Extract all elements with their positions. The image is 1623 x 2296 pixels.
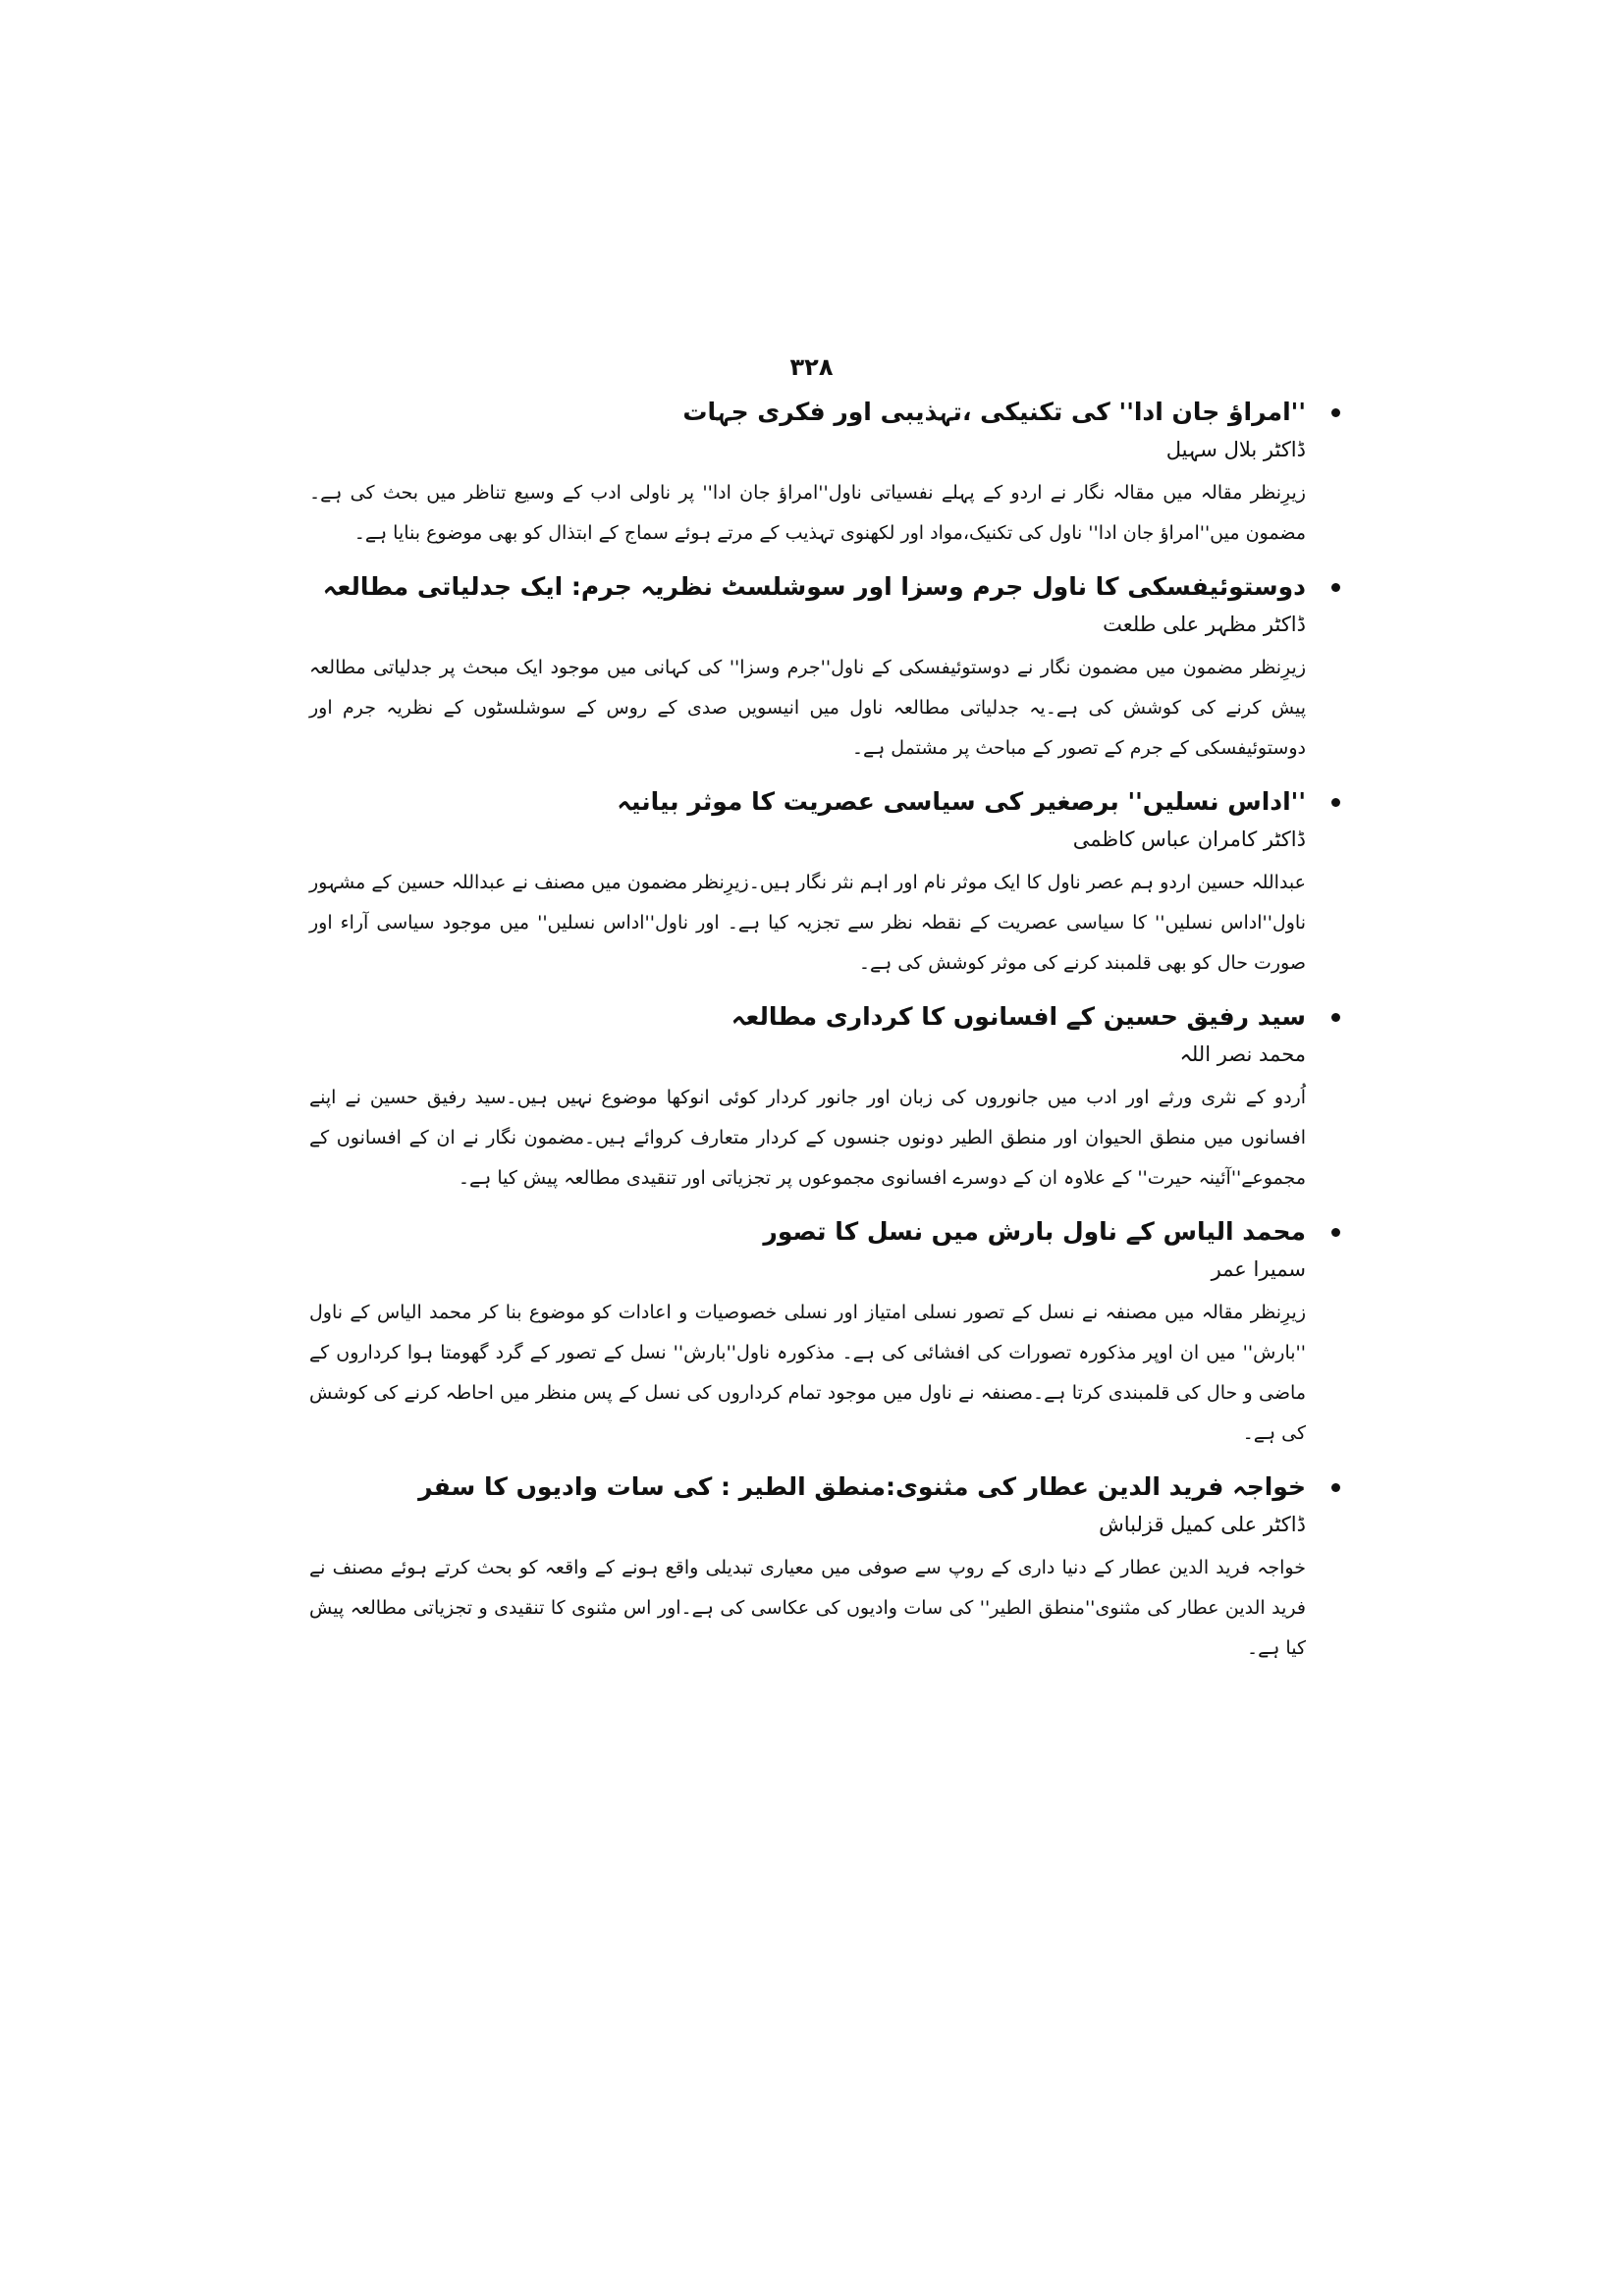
- article-title: ''امراؤ جان ادا'' کی تکنیکی ،تہذیبی اور فکری جہات: [682, 398, 1306, 426]
- article-entry: [309, 1212, 1340, 1454]
- article-title: خواجہ فرید الدین عطار کی مثنوی:منطق الطیر : کی سات وادیوں کا سفر: [418, 1472, 1306, 1501]
- article-author: ڈاکٹر بلال سہیل: [1165, 438, 1306, 461]
- article-list: [309, 393, 1340, 1682]
- article-entry: [309, 1468, 1340, 1669]
- page-number: ۳۲۸: [789, 353, 834, 381]
- article-abstract: اُردو کے نثری ورثے اور ادب میں جانوروں کی زبان اور جانور کردار کوئی انوکھا موضوع نہیں ہیں۔سید رفیق حسین نے اپنے افسانوں میں منطق الحیوان اور منطق الطیر دونوں جنسوں کے کردار متعارف کروائے ہیں۔مضمون نگار نے ان کے افسانوں کے مجموعے''آئینہ حیرت'' کے علاوہ ان کے دوسرے افسانوی مجموعوں پر تجزیاتی اور تنقیدی مطالعہ پیش کیا ہے۔: [309, 1087, 1306, 1189]
- article-author: ڈاکٹر علی کمیل قزلباش: [1099, 1513, 1306, 1536]
- article-title: سید رفیق حسین کے افسانوں کا کرداری مطالعہ: [730, 1002, 1306, 1031]
- article-entry: [309, 997, 1340, 1199]
- bullet-icon: [1331, 583, 1340, 592]
- article-title-row: [309, 567, 1340, 607]
- bullet-icon: [1331, 1228, 1340, 1237]
- article-entry: [309, 567, 1340, 769]
- article-entry: [309, 393, 1340, 554]
- article-author: ڈاکٹر مظہر علی طلعت: [1103, 613, 1306, 636]
- article-title-row: [309, 393, 1340, 432]
- article-abstract: عبداللہ حسین اردو ہم عصر ناول کا ایک موثر نام اور اہم نثر نگار ہیں۔زیرِنظر مضمون میں مصنف نے عبداللہ حسین کے مشہور ناول''اداس نسلیں'' کا سیاسی عصریت کے نقطہ نظر سے تجزیہ کیا ہے۔ اور ناول''اداس نسلیں'' میں موجود سیاسی آراء اور صورت حال کو بھی قلمبند کرنے کی موثر کوشش کی ہے۔: [309, 872, 1306, 974]
- article-title: دوستوئیفسکی کا ناول جرم وسزا اور سوشلسٹ نظریہ جرم: ایک جدلیاتی مطالعہ: [322, 572, 1306, 601]
- article-abstract: زیرِنظر مقالہ میں مصنفہ نے نسل کے تصور نسلی امتیاز اور نسلی خصوصیات و اعادات کو موضوع بنا کر محمد الیاس کے ناول ''بارش'' میں ان اوپر مذکورہ تصورات کی افشائی کی ہے۔ مذکورہ ناول''بارش'' نسل کے تصور کے گرد گھومتا ہوا کرداروں کے ماضی و حال کی قلمبندی کرتا ہے۔مصنفہ نے ناول میں موجود تمام کرداروں کی نسل کے پس منظر میں احاطہ کرنے کی کوشش کی ہے۔: [309, 1302, 1306, 1444]
- article-title: ''اداس نسلیں'' برصغیر کی سیاسی عصریت کا موثر بیانیہ: [617, 787, 1306, 816]
- article-author: محمد نصر اللہ: [1179, 1042, 1306, 1066]
- article-abstract: زیرِنظر مضمون میں مضمون نگار نے دوستوئیفسکی کے ناول''جرم وسزا'' کی کہانی میں موجود ایک مبحث پر جدلیاتی مطالعہ پیش کرنے کی کوشش کی ہے۔یہ جدلیاتی مطالعہ ناول میں انیسویں صدی کے روس کے سوشلسٹوں کے نظریہ جرم اور دوستوئیفسکی کے جرم کے تصور کے مباحث پر مشتمل ہے۔: [309, 657, 1306, 759]
- article-author: سمیرا عمر: [1211, 1257, 1306, 1281]
- bullet-icon: [1331, 1013, 1340, 1022]
- article-abstract: زیرِنظر مقالہ میں مقالہ نگار نے اردو کے پہلے نفسیاتی ناول''امراؤ جان ادا'' پر ناولی ادب کے وسیع تناظر میں بحث کی ہے۔مضمون میں''امراؤ جان ادا'' ناول کی تکنیک،مواد اور لکھنوی تہذیب کے مرتے ہوئے سماج کے ابتذال کو بھی موضوع بنایا ہے۔: [309, 482, 1306, 544]
- article-entry: [309, 782, 1340, 984]
- bullet-icon: [1331, 798, 1340, 807]
- article-author: ڈاکٹر کامران عباس کاظمی: [1072, 828, 1306, 851]
- article-title-row: [309, 1212, 1340, 1252]
- article-title-row: [309, 997, 1340, 1037]
- bullet-icon: [1331, 408, 1340, 417]
- article-abstract: خواجہ فرید الدین عطار کے دنیا داری کے روپ سے صوفی میں معیاری تبدیلی واقع ہونے کے واقعہ کو بحث کرتے ہوئے مصنف نے فرید الدین عطار کی مثنوی''منطق الطیر'' کی سات وادیوں کی عکاسی کی ہے۔اور اس مثنوی کا تنقیدی و تجزیاتی مطالعہ پیش کیا ہے۔: [309, 1557, 1306, 1659]
- article-title-row: [309, 782, 1340, 822]
- article-title: محمد الیاس کے ناول بارش میں نسل کا تصور: [763, 1217, 1306, 1246]
- bullet-icon: [1331, 1483, 1340, 1492]
- article-title-row: [309, 1468, 1340, 1507]
